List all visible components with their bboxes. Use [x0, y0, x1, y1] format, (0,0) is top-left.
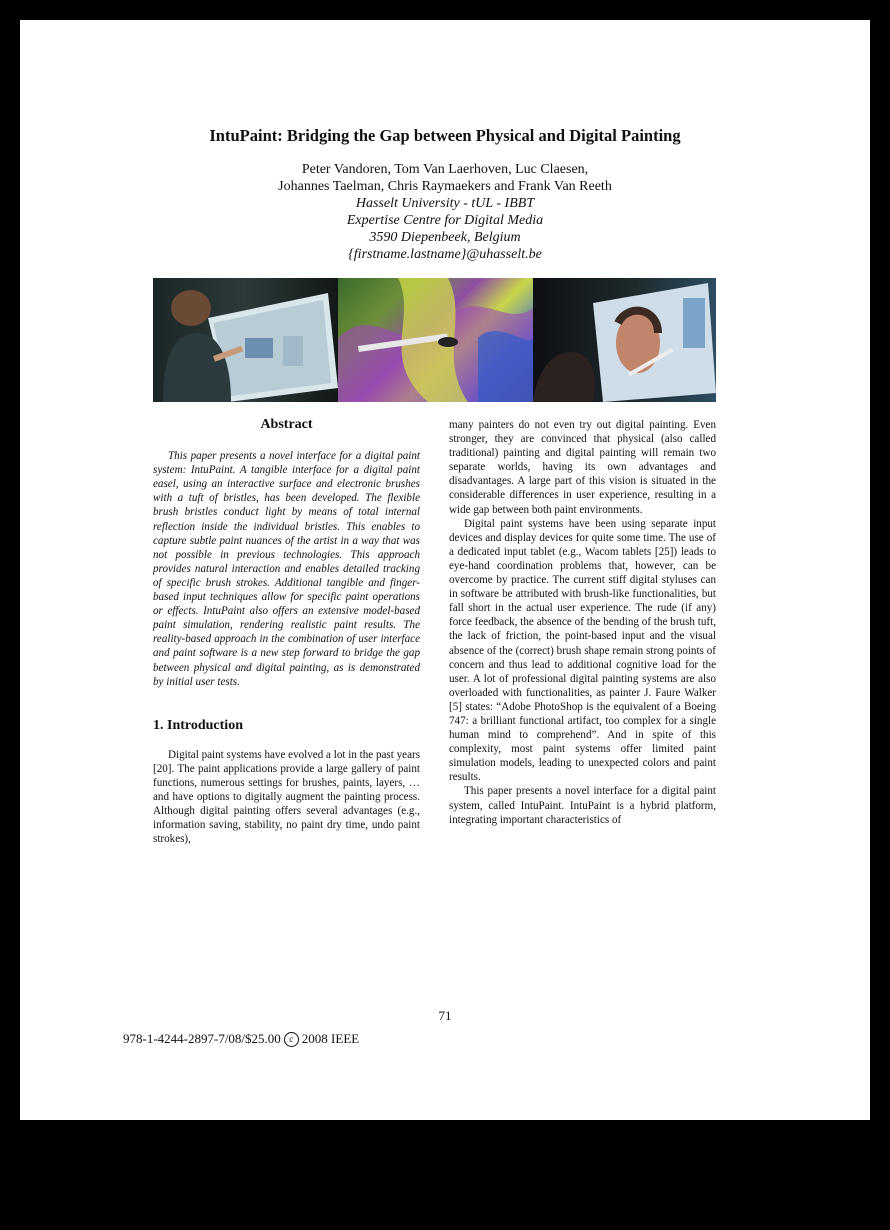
author-block	[20, 161, 870, 263]
authors-line-1: Peter Vandoren, Tom Van Laerhoven, Luc Claesen,	[301, 162, 589, 177]
photo-easel-painter	[153, 278, 338, 402]
affiliation-line-3: 3590 Diepenbeek, Belgium	[369, 230, 521, 245]
banner-photo-strip	[153, 278, 716, 402]
paper-title: IntuPaint: Bridging the Gap between Physical and Digital Painting	[209, 126, 681, 145]
paper-page	[20, 20, 870, 1120]
right-column	[449, 418, 716, 827]
photo-portrait-screen	[533, 278, 716, 402]
abstract-text: This paper presents a novel interface for a digital paint system: IntuPaint. A tangible interface for a digital paint easel, using an interactive surface and electronic brushes with a tuft of bristles, has been developed. The flexible brush bristles conduct light by means of total internal reflection inside the individual bristles. This enables to capture subtle paint nuances of the artist in a way that was not possible in previous technologies. This approach provides natural interaction and enables detailed tracking of specific brush strokes. Additional tangible and finger-based input techniques allow for specific paint operations or effects. IntuPaint also offers an extensive model-based paint simulation, rendering realistic paint results. The reality-based approach in the combination of user interface and paint software is a new step forward to bridge the gap between physical and digital painting, as is demonstrated by initial user tests.	[153, 450, 420, 688]
isbn-price: 978-1-4244-2897-7/08/$25.00	[123, 1031, 281, 1046]
right-paragraph-3: This paper presents a novel interface for a digital paint system, called IntuPaint. IntuPaint is a hybrid platform, integrating important characteristics of	[449, 785, 716, 826]
copyright-icon: c	[284, 1032, 299, 1047]
right-paragraph-2: Digital paint systems have been using separate input devices and display devices for quite some time. The use of a dedicated input tablet (e.g., Wacom tablets [25]) leads to eye-hand coordination problems that, however, can be overcome by practice. The current stiff digital styluses can in software be attributed with brush-like functionalities, but fall short in the actual user experience. The rude (if any) force feedback, the absence of the bending of the brush tuft, the lack of friction, the point-based input and the visual absence of the (correct) brush shape remain strong points of concern and thus lead to additional cognitive load for the user. A lot of professional digital painting systems are also overloaded with functionalities, as painter J. Faure Walker [5] states: “Adobe PhotoShop is the equivalent of a Boeing 747: a brilliant functional artifact, too complex for a single human mind to comprehend”. And in spite of this complexity, most paint systems offer limited paint simulation models, leading to unexpected colors and paint results.	[449, 517, 716, 784]
abstract-heading: Abstract	[260, 417, 313, 432]
photo-brush-closeup	[338, 278, 533, 402]
affiliation-line-2: Expertise Centre for Digital Media	[346, 213, 544, 228]
right-paragraph-1: many painters do not even try out digital painting. Even stronger, they are convinced that physical (also called traditional) painting and digital painting will remain two separate worlds, having its own advantages and disadvantages. A large part of this vision is situated in the considerable differences in user experience, resulting in a wide gap between both paint environments.	[449, 419, 716, 516]
introduction-heading: 1. Introduction	[153, 717, 243, 733]
year-publisher: 2008 IEEE	[301, 1031, 360, 1046]
page-number: 71	[438, 1008, 452, 1023]
copyright-footer	[123, 1031, 359, 1047]
introduction-paragraph: Digital paint systems have evolved a lot in the past years [20]. The paint applications provide a large gallery of paint functions, numerous settings for brushes, paints, layers, … and have options to digitally augment the painting process. Although digital painting offers several advantages (e.g., information saving, stability, no paint dry time, undo paint strokes),	[153, 748, 421, 846]
author-email: {firstname.lastname}@uhasselt.be	[348, 247, 542, 262]
authors-line-2: Johannes Taelman, Chris Raymaekers and Frank Van Reeth	[278, 179, 612, 194]
left-column	[153, 418, 420, 846]
affiliation-line-1: Hasselt University - tUL - IBBT	[355, 196, 535, 211]
